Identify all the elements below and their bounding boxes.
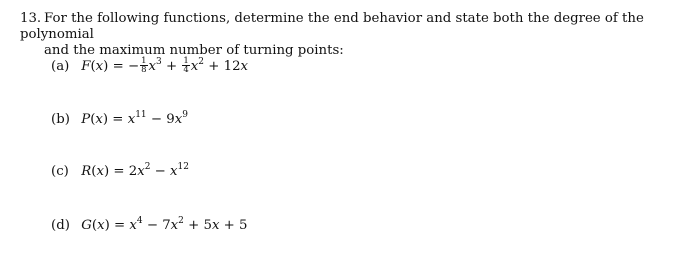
problem-statement: [20, 11, 660, 59]
part-b-label: (b): [51, 112, 70, 127]
part-c: [51, 164, 189, 179]
part-a-label: (a): [51, 59, 70, 74]
problem-number: 13.: [20, 11, 42, 26]
part-c-equation: $R(x) = 2x^2 - x^{12}$: [81, 162, 189, 179]
statement-line-2: and the maximum number of turning points:: [44, 43, 344, 58]
part-c-label: (c): [51, 164, 69, 179]
part-b: [51, 112, 188, 127]
part-d-equation: $G(x) = x^4 - 7x^2 + 5x + 5$: [81, 216, 248, 233]
part-d: [51, 218, 248, 233]
fraction-one-fourth: $\frac{1}{4}$: [183, 56, 189, 75]
statement-line-1: For the following functions, determine the end behavior and state both the degree of the polynomial: [20, 11, 644, 42]
problem-13: [20, 11, 660, 59]
fraction-one-eighth: $\frac{1}{8}$: [141, 56, 147, 75]
part-b-equation: $P(x) = x^{11} - 9x^9$: [81, 110, 188, 127]
part-a: [51, 58, 248, 75]
part-a-equation: F(x) = − $\frac{1}{8}$ $x^3$ + $\frac{1}{4}$ $x^2 + 12x$: [81, 56, 249, 75]
part-d-label: (d): [51, 218, 70, 233]
